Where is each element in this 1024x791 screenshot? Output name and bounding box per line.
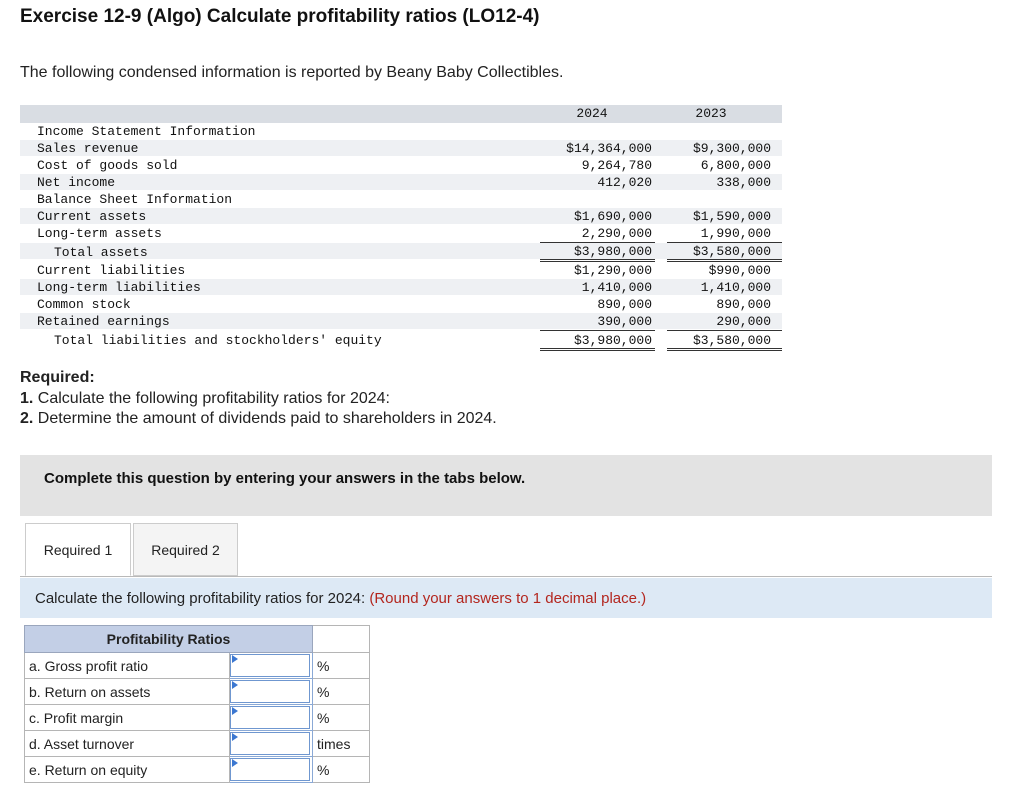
answer-cell [230,731,313,757]
value-2023: 1,990,000 [700,226,771,241]
value-2023: 1,410,000 [700,280,771,295]
flag-icon [232,759,238,767]
ratio-label-return-on-equity: e. Return on equity [25,757,230,783]
value-2024: 390,000 [597,314,652,329]
unit-label: % [313,757,370,783]
value-2024: $3,980,000 [573,244,652,259]
unit-label: % [313,653,370,679]
row-label-retained-earnings: Retained earnings [37,314,170,329]
value-2023: 6,800,000 [700,158,771,173]
value-2024: 1,410,000 [581,280,652,295]
row-label-total-liabilities-equity: Total liabilities and stockholders' equity [54,333,382,348]
flag-icon [232,655,238,663]
answer-cell [230,705,313,731]
total-double-rule [667,348,782,351]
ratio-label-profit-margin: c. Profit margin [25,705,230,731]
value-2023: $9,300,000 [692,141,771,156]
subtotal-rule [540,242,655,243]
row-label-sales-revenue: Sales revenue [37,141,139,156]
value-2023: 890,000 [716,297,771,312]
ratios-table-header: Profitability Ratios [25,626,313,653]
section-label-income: Income Statement Information [37,124,256,139]
unit-label: times [313,731,370,757]
instruction-main: Calculate the following profitability ratios for 2024: [35,590,370,607]
header-blank-cell [313,626,370,653]
flag-icon [232,707,238,715]
table-row [25,757,370,783]
unit-label: % [313,679,370,705]
total-double-rule [667,259,782,262]
required-item-1 [20,390,390,408]
total-double-rule [540,259,655,262]
ratio-label-gross-profit: a. Gross profit ratio [25,653,230,679]
value-2023: $1,590,000 [692,209,771,224]
return-on-equity-input[interactable] [230,758,310,781]
required-item-number: 1. [20,390,34,407]
page-title: Exercise 12-9 (Algo) Calculate profitability ratios (LO12-4) [20,6,540,27]
value-2024: 2,290,000 [581,226,652,241]
gross-profit-ratio-input[interactable] [230,654,310,677]
subtotal-rule [667,330,782,331]
value-2024: $1,690,000 [573,209,652,224]
value-2024: $3,980,000 [573,333,652,348]
tab-required-2[interactable]: Required 2 [133,523,238,576]
ratio-label-return-on-assets: b. Return on assets [25,679,230,705]
return-on-assets-input[interactable] [230,680,310,703]
value-2023: 290,000 [716,314,771,329]
required-item-2 [20,410,497,428]
required-heading: Required: [20,369,95,386]
asset-turnover-input[interactable] [230,732,310,755]
value-2023: $990,000 [708,263,771,278]
profitability-ratios-table [24,625,370,783]
value-2024: $14,364,000 [566,141,652,156]
ratio-label-asset-turnover: d. Asset turnover [25,731,230,757]
row-label-common-stock: Common stock [37,297,131,312]
column-header-2023: 2023 [695,106,727,121]
unit-label: % [313,705,370,731]
total-double-rule [540,348,655,351]
required-item-text: Determine the amount of dividends paid to shareholders in 2024. [37,410,497,427]
table-row [25,705,370,731]
tab-underline [20,576,992,577]
subtotal-rule [540,330,655,331]
value-2024: 412,020 [597,175,652,190]
value-2023: $3,580,000 [692,333,771,348]
section-label-balance-sheet: Balance Sheet Information [37,192,233,207]
profit-margin-input[interactable] [230,706,310,729]
required-item-number: 2. [20,410,34,427]
value-2023: 338,000 [716,175,771,190]
table-row [25,731,370,757]
row-label-long-term-liabilities: Long-term liabilities [37,280,201,295]
tab-required-1[interactable]: Required 1 [25,523,131,576]
value-2023: $3,580,000 [692,244,771,259]
required-item-text: Calculate the following profitability ratios for 2024: [37,390,390,407]
complete-prompt: Complete this question by entering your answers in the tabs below. [44,470,526,487]
rounding-note: (Round your answers to 1 decimal place.) [369,590,647,607]
column-header-2024: 2024 [576,106,608,121]
row-label-total-assets: Total assets [54,245,148,260]
table-row [25,679,370,705]
value-2024: 9,264,780 [581,158,652,173]
row-label-long-term-assets: Long-term assets [37,226,162,241]
table-row [25,653,370,679]
flag-icon [232,681,238,689]
subtotal-rule [667,242,782,243]
flag-icon [232,733,238,741]
row-label-cogs: Cost of goods sold [37,158,178,173]
answer-cell [230,653,313,679]
instruction-text [35,590,646,607]
value-2024: 890,000 [597,297,652,312]
value-2024: $1,290,000 [573,263,652,278]
row-label-net-income: Net income [37,175,116,190]
answer-cell [230,757,313,783]
row-label-current-assets: Current assets [37,209,147,224]
row-label-current-liabilities: Current liabilities [37,263,186,278]
intro-text: The following condensed information is reported by Beany Baby Collectibles. [20,64,564,81]
answer-cell [230,679,313,705]
